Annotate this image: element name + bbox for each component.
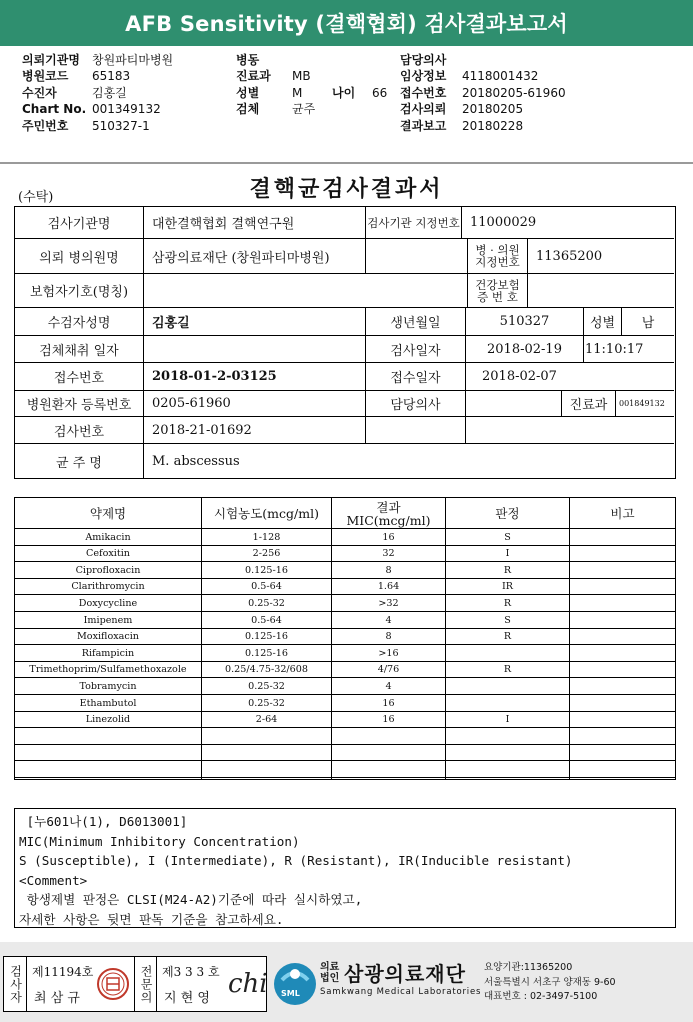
department-value: 001849132 [619, 399, 665, 408]
drug-name-cell [15, 761, 201, 777]
drug-name-cell: Doxycycline [78, 597, 138, 609]
note-cell [570, 629, 675, 645]
drug-name-cell [15, 728, 201, 744]
table-row [15, 562, 675, 579]
table-row [15, 761, 675, 778]
table-row [15, 546, 675, 563]
header-label: 결과보고 [400, 118, 447, 133]
tester-name: 최 삼 규 [34, 991, 80, 1006]
judgement-cell [446, 695, 569, 711]
mic-header-bottom: MIC(mcg/ml) [346, 512, 431, 528]
note-cell [570, 662, 675, 678]
specialist-signature: chi [228, 969, 268, 999]
department-label: 진료과 [569, 398, 608, 413]
note-cell [570, 712, 675, 728]
patient-info-table [14, 206, 676, 479]
header-row [22, 85, 173, 101]
table-row [15, 529, 675, 546]
note-cell [570, 645, 675, 661]
table-row [15, 662, 675, 679]
concentration-cell: 0.25/4.75-32/608 [225, 664, 308, 676]
comment-box [14, 808, 676, 928]
test-no-value: 2018-21-01692 [152, 422, 252, 438]
mic-cell: 4 [385, 680, 392, 692]
header-value: 20180205 [462, 102, 524, 117]
table-header [15, 498, 675, 529]
header-value: 김홍길 [92, 85, 127, 100]
table-row [15, 595, 675, 612]
mic-cell: 16 [382, 697, 395, 709]
collection-date-value [144, 336, 365, 362]
note-cell [570, 678, 675, 694]
judgement-cell [446, 745, 569, 761]
mic-cell: 4/76 [377, 664, 400, 676]
header-value: M [292, 85, 303, 100]
drug-name-cell: Amikacin [85, 531, 131, 543]
receipt-no-label: 접수번호 [53, 371, 105, 386]
note-cell [570, 529, 675, 545]
test-date-label: 검사일자 [390, 343, 441, 359]
doctor-value [466, 391, 561, 416]
judgement-cell [446, 761, 569, 777]
logo-abbr: SML [281, 989, 300, 998]
receipt-no-value: 2018-01-2-03125 [152, 369, 277, 384]
comment-line: <Comment> [19, 872, 88, 888]
judgement-cell: IR [501, 581, 513, 593]
specialist-license: 제3 3 3 호 [162, 965, 220, 979]
org-english-name: Samkwang Medical Laboratories [320, 987, 482, 997]
mic-cell: 1.64 [377, 581, 400, 593]
concentration-header: 시험농도(mcg/ml) [214, 506, 319, 521]
org-phone: 대표번호 : 02-3497-5100 [484, 991, 598, 1002]
sex-value: 남 [641, 316, 655, 331]
drug-name-cell: Clarithromycin [71, 581, 145, 593]
comment-line: MIC(Minimum Inhibitory Concentration) [19, 833, 300, 849]
judgement-cell: I [505, 714, 510, 726]
test-no-label: 검사번호 [53, 424, 105, 440]
table-row [15, 645, 675, 662]
report-title-bar [0, 0, 693, 46]
drug-name-cell: Trimethoprim/Sulfamethoxazole [29, 664, 187, 676]
org-name: 삼광의료재단 [344, 962, 466, 986]
consignment-label: (수탁) [18, 190, 54, 205]
header-value: 균주 [292, 102, 316, 117]
header-label: 의뢰기관명 [22, 53, 80, 67]
header-col-1 [22, 52, 173, 134]
registration-no-label: 병원환자 등록번호 [26, 398, 132, 413]
drug-name-cell: Cefoxitin [86, 548, 130, 560]
judgement-cell: R [503, 631, 512, 643]
header-value: 001349132 [92, 102, 161, 117]
tester-label [4, 957, 26, 1011]
header-value: 66 [372, 85, 388, 100]
requesting-hospital-label: 의뢰 병의원명 [39, 250, 119, 266]
note-cell [570, 745, 675, 761]
comment-line: 항생제별 판정은 CLSI(M24-A2)기준에 따라 실시하였고, [19, 892, 363, 908]
table-row [15, 629, 675, 646]
hospital-code-label: 병 · 의원 지정번호 [475, 243, 520, 269]
concentration-cell: 0.25-32 [248, 597, 285, 609]
header-value: 510327-1 [92, 118, 150, 133]
header-row [236, 52, 387, 68]
header-divider [0, 162, 693, 164]
org-prefix: 의료법인 [320, 962, 340, 984]
comment-line: S (Susceptible), I (Intermediate), R (Resistant), IR(Inducible resistant) [19, 853, 573, 869]
mic-cell: 32 [382, 548, 395, 560]
header-label: 임상정보 [400, 69, 447, 84]
header-row [400, 85, 566, 101]
note-cell [570, 695, 675, 711]
table-row [15, 745, 675, 762]
drug-header: 약제명 [89, 506, 127, 521]
org-contact [484, 961, 616, 1005]
mic-cell: >16 [378, 647, 399, 659]
judgement-cell [446, 728, 569, 744]
health-insurance-label: 건강보험 증 번 호 [475, 277, 520, 304]
judgement-cell: S [504, 614, 511, 626]
mic-cell: 8 [385, 564, 392, 576]
concentration-cell: 1-128 [252, 531, 281, 543]
report-header-title: AFB Sensitivity (결핵협회) 검사결과보고서 [125, 12, 568, 36]
header-label: 담당의사 [400, 53, 447, 67]
drug-name-cell: Tobramycin [79, 680, 137, 692]
judgement-cell [446, 645, 569, 661]
note-cell [570, 579, 675, 595]
receipt-date-label: 접수일자 [390, 371, 441, 386]
organism-label: 균 주 명 [56, 456, 102, 471]
signature-box [3, 956, 267, 1012]
judgement-cell: R [503, 664, 512, 676]
drug-name-cell: Linezolid [85, 714, 131, 726]
mic-cell: >32 [378, 597, 399, 609]
header-label: 검사의뢰 [400, 102, 447, 117]
concentration-cell: 0.125-16 [245, 564, 288, 576]
lab-code-value: 11000029 [470, 215, 537, 230]
patient-name-value: 김홍길 [152, 316, 190, 331]
concentration-cell: 0.25-32 [248, 680, 285, 692]
header-row [22, 101, 173, 117]
lab-code-label: 검사기관 지정번호 [367, 215, 460, 230]
patient-name-label: 수검자성명 [47, 316, 111, 331]
insurer-label: 보험자기호(명칭) [29, 285, 129, 300]
concentration-cell: 0.25-32 [248, 697, 285, 709]
drug-name-cell: Ciprofloxacin [75, 564, 141, 576]
collection-date-label: 검체채취 일자 [39, 343, 119, 359]
mic-cell: 8 [385, 631, 392, 643]
judgement-cell: R [503, 597, 512, 609]
header-label: Chart No. [22, 102, 87, 117]
specialist-label-text: 전문의 [139, 964, 153, 1004]
header-value: 4118001432 [462, 69, 539, 84]
table-row [15, 678, 675, 695]
test-date-value: 2018-02-19 [487, 341, 562, 357]
requesting-hospital-value: 삼광의료재단 (창원파티마병원) [152, 250, 330, 266]
table-row [15, 612, 675, 629]
header-col-3 [400, 52, 566, 134]
registration-no-value: 0205-61960 [152, 396, 231, 411]
drug-name-cell: Rifampicin [81, 647, 135, 659]
tester-label-text: 검사자 [8, 964, 23, 1004]
note-cell [570, 761, 675, 777]
note-cell [570, 546, 675, 562]
header-label: 주민번호 [22, 118, 69, 133]
drug-name-cell [15, 745, 201, 761]
insurer-value [144, 274, 467, 307]
header-col-2 [236, 52, 387, 118]
specialist-label [135, 957, 156, 1011]
concentration-cell: 2-64 [255, 714, 278, 726]
doctor-label: 담당의사 [390, 398, 441, 413]
header-label: 병동 [236, 53, 260, 67]
note-cell [570, 612, 675, 628]
mic-cell [332, 761, 445, 777]
table-row [15, 695, 675, 712]
header-label: 나이 [332, 85, 356, 100]
note-cell [570, 562, 675, 578]
header-row [236, 68, 387, 84]
concentration-cell: 0.125-16 [245, 647, 288, 659]
header-label: 수진자 [22, 85, 57, 100]
header-row [400, 101, 566, 117]
header-row [22, 68, 173, 84]
care-number: 요양기관:11365200 [484, 962, 573, 973]
sml-logo-icon [272, 960, 318, 1008]
mic-header [332, 498, 445, 529]
drug-name-cell: Ethambutol [79, 697, 137, 709]
header-value: 65183 [92, 69, 131, 84]
mic-cell: 4 [385, 614, 392, 626]
susceptibility-table [14, 497, 676, 780]
header-value: 20180205-61960 [462, 85, 566, 100]
header-label: 접수번호 [400, 85, 447, 100]
header-value: 20180228 [462, 118, 524, 133]
lab-name-label: 검사기관명 [47, 217, 111, 232]
header-row [400, 68, 566, 84]
receipt-date-value: 2018-02-07 [482, 369, 557, 384]
concentration-cell [202, 745, 331, 761]
header-row [236, 101, 387, 117]
drug-name-cell: Moxifloxacin [76, 631, 139, 643]
header-row [22, 52, 173, 68]
mic-header-top: 결과 [376, 499, 401, 515]
table-row [15, 728, 675, 745]
concentration-cell [202, 761, 331, 777]
organism-value: M. abscessus [152, 454, 240, 469]
header-row [400, 52, 566, 68]
judgement-cell [446, 678, 569, 694]
organization-logo [272, 956, 682, 1012]
specialist-name: 지 현 영 [164, 991, 210, 1006]
lab-name-value: 대한결핵협회 결핵연구원 [152, 217, 295, 232]
judgement-cell: R [503, 564, 512, 576]
header-row [236, 85, 387, 101]
mic-cell [332, 728, 445, 744]
comment-line: 자세한 사항은 뒷면 판독 기준을 참고하세요. [19, 911, 284, 927]
header-label: 성별 [236, 85, 260, 100]
table-row [15, 712, 675, 729]
judgement-cell: I [505, 548, 510, 560]
concentration-cell: 0.5-64 [251, 581, 282, 593]
sex-label: 성별 [589, 316, 616, 331]
concentration-cell: 2-256 [252, 548, 281, 560]
header-value: MB [292, 69, 311, 84]
note-cell [570, 595, 675, 611]
mic-cell: 16 [382, 714, 395, 726]
judgement-header: 판정 [495, 506, 520, 521]
dob-value: 510327 [499, 314, 550, 329]
judgement-cell: S [504, 531, 511, 543]
concentration-cell: 0.5-64 [251, 614, 282, 626]
table-row [15, 579, 675, 596]
tester-seal-icon [96, 967, 130, 1001]
dob-label: 생년월일 [390, 316, 441, 331]
hospital-code-value: 11365200 [536, 248, 603, 264]
header-label: 병원코드 [22, 69, 69, 84]
mic-cell: 16 [382, 531, 395, 543]
org-address: 서울특별시 서초구 양재동 9-60 [484, 976, 616, 988]
note-cell [570, 728, 675, 744]
concentration-cell: 0.125-16 [245, 631, 288, 643]
concentration-cell [202, 728, 331, 744]
header-label: 진료과 [236, 69, 271, 84]
header-row [400, 118, 566, 134]
tester-license: 제11194호 [32, 965, 94, 979]
test-time-value: 11:10:17 [585, 341, 644, 357]
health-insurance-value [528, 274, 674, 307]
header-value: 창원파티마병원 [92, 53, 174, 67]
note-header: 비고 [610, 506, 635, 521]
drug-name-cell: Imipenem [83, 614, 133, 626]
comment-line: [누601나(1), D6013001] [19, 814, 188, 829]
mic-cell [332, 745, 445, 761]
document-title: 결핵균검사결과서 [249, 176, 444, 202]
header-label: 검체 [236, 102, 260, 117]
header-row [22, 118, 173, 134]
